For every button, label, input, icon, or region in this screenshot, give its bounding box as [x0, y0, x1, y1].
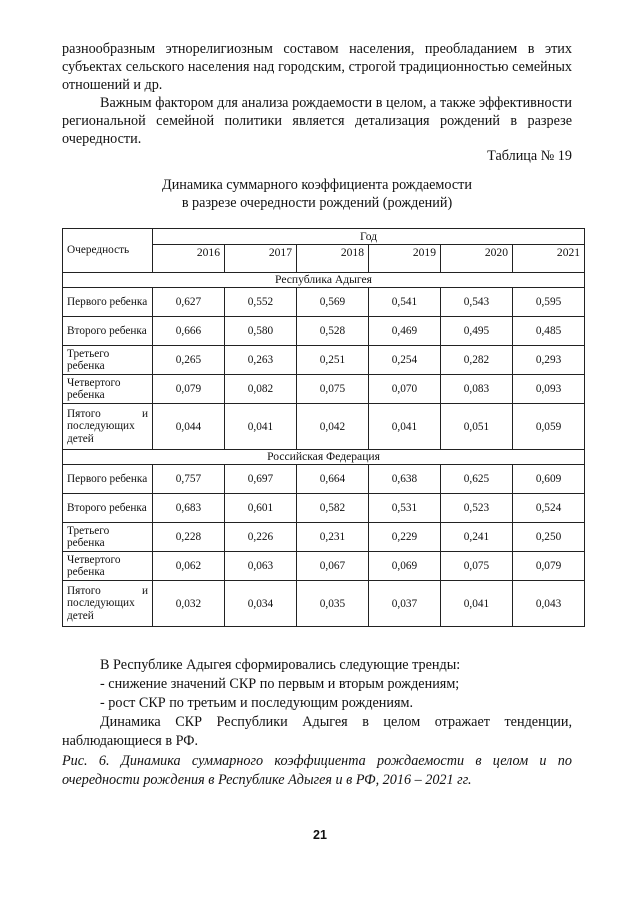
header-year-group: Год — [153, 229, 585, 245]
table-cell: 0,251 — [297, 346, 369, 375]
table-row — [63, 552, 585, 581]
trends-lead: В Республике Адыгея сформировались следующие тренды: — [100, 657, 461, 673]
table-cell: 0,059 — [513, 404, 585, 450]
table-cell: 0,666 — [153, 317, 225, 346]
table-cell: 0,079 — [513, 552, 585, 581]
table-caption — [62, 176, 572, 212]
table-cell: 0,528 — [297, 317, 369, 346]
table-cell: 0,601 — [225, 494, 297, 523]
table-cell: 0,075 — [297, 375, 369, 404]
row-label: Первого ребенка — [63, 288, 153, 317]
page-number: 21 — [313, 828, 327, 842]
header-year: 2020 — [441, 245, 513, 273]
table-cell: 0,226 — [225, 523, 297, 552]
section-title: Республика Адыгея — [63, 273, 585, 288]
table-cell: 0,063 — [225, 552, 297, 581]
table-cell: 0,531 — [369, 494, 441, 523]
header-year: 2016 — [153, 245, 225, 273]
table-cell: 0,082 — [225, 375, 297, 404]
table-cell: 0,265 — [153, 346, 225, 375]
table-cell: 0,697 — [225, 465, 297, 494]
trends-block — [62, 656, 572, 751]
row-label: Второго ребенка — [63, 494, 153, 523]
table-cell: 0,041 — [441, 581, 513, 627]
table-cell: 0,067 — [297, 552, 369, 581]
table-cell: 0,293 — [513, 346, 585, 375]
table-row — [63, 346, 585, 375]
table-caption-line-2: в разрезе очередности рождений (рождений) — [181, 195, 453, 211]
table-cell: 0,228 — [153, 523, 225, 552]
section-row — [63, 450, 585, 465]
table-row — [63, 317, 585, 346]
table-cell: 0,083 — [441, 375, 513, 404]
table-cell: 0,231 — [297, 523, 369, 552]
table-row — [63, 375, 585, 404]
table-cell: 0,595 — [513, 288, 585, 317]
trends-summary: Динамика СКР Республики Адыгея в целом отражает тенденции, наблюдающиеся в РФ. — [62, 714, 572, 749]
table-cell: 0,664 — [297, 465, 369, 494]
table-cell: 0,263 — [225, 346, 297, 375]
table-row — [63, 494, 585, 523]
row-label: Четвертого ребенка — [63, 552, 153, 581]
table-cell: 0,051 — [441, 404, 513, 450]
table-row — [63, 465, 585, 494]
table-cell: 0,254 — [369, 346, 441, 375]
table-row — [63, 288, 585, 317]
row-label: Второго ребенка — [63, 317, 153, 346]
table-cell: 0,069 — [369, 552, 441, 581]
table-cell: 0,580 — [225, 317, 297, 346]
table-cell: 0,469 — [369, 317, 441, 346]
row-label: Третьего ребенка — [63, 523, 153, 552]
table-cell: 0,035 — [297, 581, 369, 627]
table-cell: 0,625 — [441, 465, 513, 494]
table-cell: 0,495 — [441, 317, 513, 346]
row-label: Первого ребенка — [63, 465, 153, 494]
table-caption-line-1: Динамика суммарного коэффициента рождаемости — [162, 177, 472, 193]
table-cell: 0,609 — [513, 465, 585, 494]
table-cell: 0,485 — [513, 317, 585, 346]
figure-caption: Рис. 6. Динамика суммарного коэффициента рождаемости в целом и по очередности рождения в Республике Адыгея и в РФ, 2016 – 2021 гг. — [62, 753, 572, 788]
table-cell: 0,043 — [513, 581, 585, 627]
header-year: 2021 — [513, 245, 585, 273]
table-cell: 0,523 — [441, 494, 513, 523]
row-label: Четвертого ребенка — [63, 375, 153, 404]
table-cell: 0,757 — [153, 465, 225, 494]
table-cell: 0,552 — [225, 288, 297, 317]
table-cell: 0,079 — [153, 375, 225, 404]
header-row-1 — [63, 229, 585, 245]
table-cell: 0,044 — [153, 404, 225, 450]
header-order: Очередность — [63, 229, 153, 273]
table-cell: 0,524 — [513, 494, 585, 523]
trends-item-1: - снижение значений СКР по первым и вторым рождениям; — [100, 676, 460, 692]
table-cell: 0,683 — [153, 494, 225, 523]
table-number: Таблица № 19 — [487, 148, 572, 164]
row-label: Пятого и последующих детей — [63, 404, 153, 450]
header-year: 2017 — [225, 245, 297, 273]
table-cell: 0,075 — [441, 552, 513, 581]
table-cell: 0,250 — [513, 523, 585, 552]
table-cell: 0,627 — [153, 288, 225, 317]
header-year: 2019 — [369, 245, 441, 273]
table-cell: 0,282 — [441, 346, 513, 375]
table-row — [63, 523, 585, 552]
table-cell: 0,093 — [513, 375, 585, 404]
row-label: Пятого и последующих детей — [63, 581, 153, 627]
table-cell: 0,569 — [297, 288, 369, 317]
table-cell: 0,062 — [153, 552, 225, 581]
table-cell: 0,034 — [225, 581, 297, 627]
table-cell: 0,041 — [369, 404, 441, 450]
row-label: Третьего ребенка — [63, 346, 153, 375]
header-year: 2018 — [297, 245, 369, 273]
table-cell: 0,041 — [225, 404, 297, 450]
table-row — [63, 581, 585, 627]
table-cell: 0,582 — [297, 494, 369, 523]
table-row — [63, 404, 585, 450]
table-cell: 0,229 — [369, 523, 441, 552]
table-cell: 0,241 — [441, 523, 513, 552]
section-row — [63, 273, 585, 288]
table-cell: 0,042 — [297, 404, 369, 450]
fertility-table — [62, 228, 585, 627]
table-cell: 0,070 — [369, 375, 441, 404]
section-title: Российская Федерация — [63, 450, 585, 465]
table-cell: 0,037 — [369, 581, 441, 627]
intro-paragraph-1: разнообразным этнорелигиозным составом населения, преобладанием в этих субъектах сельского населения над городским, строгой традиционностью семейных отношений и др. — [62, 41, 572, 93]
intro-paragraph-2: Важным фактором для анализа рождаемости в целом, а также эффективности региональной семейной политики является детализация рождений в разрезе очередности. — [62, 95, 572, 147]
table-cell: 0,541 — [369, 288, 441, 317]
table-cell: 0,638 — [369, 465, 441, 494]
trends-item-2: - рост СКР по третьим и последующим рождениям. — [100, 695, 414, 711]
table-cell: 0,032 — [153, 581, 225, 627]
table-cell: 0,543 — [441, 288, 513, 317]
